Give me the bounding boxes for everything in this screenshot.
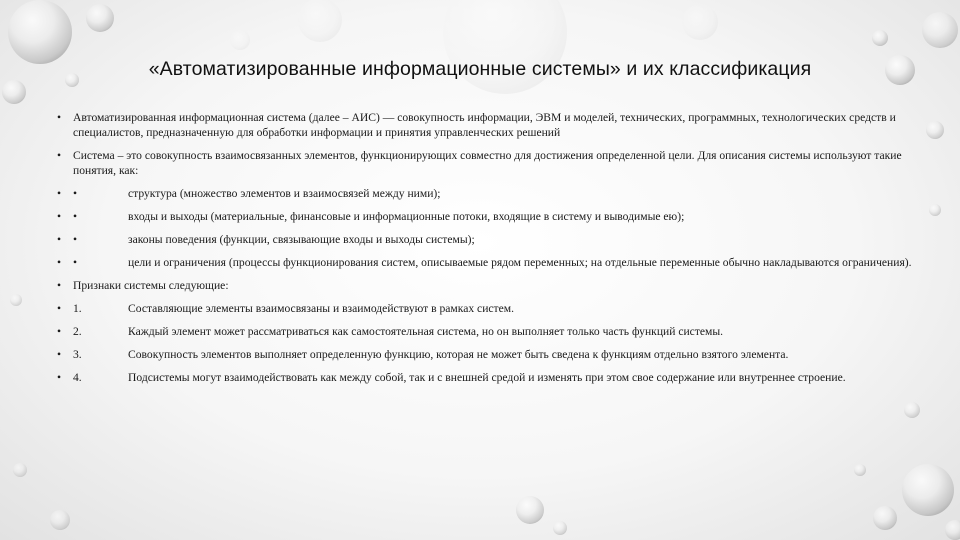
list-item [55,255,915,270]
item-text: цели и ограничения (процессы функционирования систем, описываемые рядом переменных; на отдельные переменные обычно накладываются ограничения). [128,256,912,269]
bullet-icon: • [57,256,62,269]
item-text: Автоматизированная информационная система (далее – АИС) — совокупность информации, ЭВМ и моделей, технических, программных, технологических средств и специалистов, предназначенную для обработки информации и принятия управленческих решений [73,111,896,139]
bullet-icon: • [57,279,62,292]
list-item [55,148,915,178]
list-item [55,110,915,140]
bullet-icon: • [57,233,62,246]
slide-title: «Автоматизированные информационные системы» и их классификация [148,58,812,80]
list-item [55,186,915,201]
item-text: Подсистемы могут взаимодействовать как между собой, так и с внешней средой и изменять при этом свое содержание или внутреннее строение. [128,371,846,384]
item-text: Каждый элемент может рассматриваться как самостоятельная система, но он выполняет только часть функций системы. [128,325,724,338]
bullet-icon: • [57,149,62,162]
item-text: Составляющие элементы взаимосвязаны и взаимодействуют в рамках систем. [128,302,514,315]
bullet-icon: • [57,371,62,384]
item-marker: 4. [73,371,82,384]
item-marker: 1. [73,302,82,315]
item-text: Признаки системы следующие: [73,279,229,292]
bullet-icon: • [57,348,62,361]
item-text: структура (множество элементов и взаимосвязей между ними); [128,187,441,200]
bullet-icon: • [57,210,62,223]
list-item [55,232,915,247]
item-marker: • [73,233,78,246]
bullet-icon: • [57,325,62,338]
list-item [55,209,915,224]
item-marker: 2. [73,325,82,338]
list-item [55,370,915,385]
bullet-icon: • [57,302,62,315]
item-marker: • [73,187,78,200]
bullet-icon: • [57,187,62,200]
list-item [55,278,915,293]
bullet-list [55,110,915,393]
item-text: входы и выходы (материальные, финансовые и информационные потоки, входящие в систему и выводимые ею); [128,210,685,223]
item-text: Совокупность элементов выполняет определенную функцию, которая не может быть сведена к функциям отдельно взятого элемента. [128,348,789,361]
item-marker: • [73,210,78,223]
bullet-icon: • [57,111,62,124]
list-item [55,324,915,339]
item-marker: • [73,256,78,269]
list-item [55,301,915,316]
item-text: Система – это совокупность взаимосвязанных элементов, функционирующих совместно для достижения определенной цели. Для описания системы используют такие понятия, как: [73,149,902,177]
item-text: законы поведения (функции, связывающие входы и выходы системы); [128,233,475,246]
list-item [55,347,915,362]
item-marker: 3. [73,348,82,361]
